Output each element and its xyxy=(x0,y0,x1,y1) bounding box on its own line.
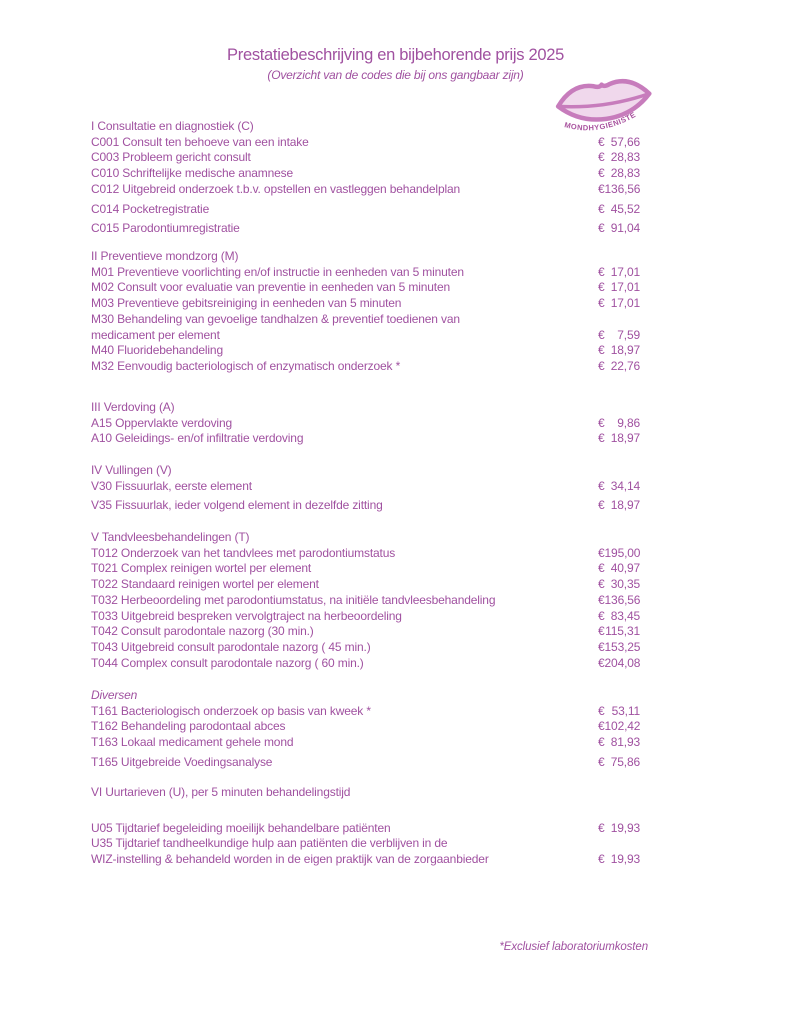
price-amount: 28,83 xyxy=(610,150,640,165)
row-price xyxy=(598,296,640,312)
price-row xyxy=(91,852,640,868)
row-description: M03 Preventieve gebitsreiniging in eenheden van 5 minuten xyxy=(91,296,402,311)
row-description: WIZ-instelling & behandeld worden in de eigen praktijk van de zorgaanbieder xyxy=(91,852,489,867)
price-row xyxy=(91,135,640,151)
row-price xyxy=(598,577,640,593)
euro-symbol: € xyxy=(598,166,605,181)
price-row xyxy=(91,166,640,182)
row-description: T012 Onderzoek van het tandvlees met parodontiumstatus xyxy=(91,545,396,560)
euro-symbol: € xyxy=(598,655,605,670)
section xyxy=(91,530,640,671)
section xyxy=(91,400,640,447)
euro-symbol: € xyxy=(598,719,605,734)
price-row xyxy=(91,182,640,198)
euro-symbol: € xyxy=(598,415,605,430)
price-amount: 40,97 xyxy=(610,561,640,576)
price-row xyxy=(91,280,640,296)
euro-symbol: € xyxy=(598,201,605,216)
euro-symbol: € xyxy=(598,296,605,311)
row-price xyxy=(598,431,640,447)
section-heading: IV Vullingen (V) xyxy=(91,463,172,477)
price-row xyxy=(91,431,640,447)
row-description: U35 Tijdtarief tandheelkundige hulp aan patiënten die verblijven in de xyxy=(91,836,448,851)
section-heading: Diversen xyxy=(91,688,138,702)
row-price xyxy=(598,221,640,237)
section-heading: I Consultatie en diagnostiek (C) xyxy=(91,119,254,133)
row-description: M30 Behandeling van gevoelige tandhalzen & preventief toedienen van xyxy=(91,311,460,326)
row-description: M32 Eenvoudig bacteriologisch of enzymatisch onderzoek * xyxy=(91,358,401,373)
row-description: T165 Uitgebreide Voedingsanalyse xyxy=(91,754,273,769)
price-row xyxy=(91,546,640,562)
row-price xyxy=(598,656,640,672)
price-amount: 19,93 xyxy=(610,820,640,835)
price-amount: 17,01 xyxy=(610,296,640,311)
price-amount: 83,45 xyxy=(610,608,640,623)
price-row xyxy=(91,735,640,751)
section xyxy=(91,249,640,375)
row-description: T161 Bacteriologisch onderzoek op basis van kweek * xyxy=(91,703,371,718)
euro-symbol: € xyxy=(598,358,605,373)
price-row xyxy=(91,719,640,735)
row-price xyxy=(598,704,640,720)
price-row xyxy=(91,265,640,281)
row-price xyxy=(598,202,640,218)
row-price xyxy=(598,280,640,296)
row-price xyxy=(598,640,640,656)
price-row xyxy=(91,479,640,495)
price-row xyxy=(91,359,640,375)
price-row xyxy=(91,624,640,640)
euro-symbol: € xyxy=(598,703,605,718)
euro-symbol: € xyxy=(598,754,605,769)
price-row xyxy=(91,609,640,625)
price-amount: 204,08 xyxy=(604,655,641,670)
price-amount: 115,31 xyxy=(605,624,640,639)
price-amount: 18,97 xyxy=(610,343,640,358)
euro-symbol: € xyxy=(598,820,605,835)
row-price xyxy=(598,265,640,281)
row-price xyxy=(598,561,640,577)
price-amount: 75,86 xyxy=(610,754,640,769)
row-description: A10 Geleidings- en/of infiltratie verdoving xyxy=(91,431,304,446)
row-price xyxy=(598,166,640,182)
euro-symbol: € xyxy=(598,181,605,196)
page-subtitle: (Overzicht van de codes die bij ons gangbaar zijn) xyxy=(267,68,524,82)
euro-symbol: € xyxy=(598,264,605,279)
row-description: V35 Fissuurlak, ieder volgend element in dezelfde zitting xyxy=(91,498,383,513)
price-row xyxy=(91,704,640,720)
row-price xyxy=(598,479,640,495)
euro-symbol: € xyxy=(598,134,605,149)
row-description: T032 Herbeoordeling met parodontiumstatus, na initiële tandvleesbehandeling xyxy=(91,592,496,607)
row-price xyxy=(598,498,640,514)
euro-symbol: € xyxy=(598,280,605,295)
euro-symbol: € xyxy=(598,577,605,592)
section-heading: VI Uurtarieven (U), per 5 minuten behandelingstijd xyxy=(91,785,351,799)
price-amount: 102,42 xyxy=(604,719,641,734)
row-description: T022 Standaard reinigen wortel per element xyxy=(91,577,319,592)
row-price xyxy=(598,328,640,344)
price-amount: 153,25 xyxy=(604,639,641,654)
section xyxy=(91,463,640,514)
row-price xyxy=(598,343,640,359)
price-row xyxy=(91,498,640,514)
price-row xyxy=(91,821,640,837)
row-price xyxy=(598,719,640,735)
row-description: T163 Lokaal medicament gehele mond xyxy=(91,735,294,750)
price-row xyxy=(91,577,640,593)
section-heading: V Tandvleesbehandelingen (T) xyxy=(91,530,250,544)
price-amount: 34,14 xyxy=(610,478,640,493)
row-description: T043 Uitgebreid consult parodontale nazorg ( 45 min.) xyxy=(91,639,371,654)
price-amount: 19,93 xyxy=(610,852,640,867)
row-description: T162 Behandeling parodontaal abces xyxy=(91,719,286,734)
row-description: C012 Uitgebreid onderzoek t.b.v. opstellen en vastleggen behandelplan xyxy=(91,181,461,196)
row-description: C003 Probleem gericht consult xyxy=(91,150,251,165)
euro-symbol: € xyxy=(598,150,605,165)
page-title: Prestatiebeschrijving en bijbehorende prijs 2025 xyxy=(227,46,564,64)
price-amount: 136,56 xyxy=(604,181,641,196)
row-description: T044 Complex consult parodontale nazorg ( 60 min.) xyxy=(91,655,364,670)
row-price xyxy=(598,416,640,432)
section xyxy=(91,785,640,868)
price-amount: 18,97 xyxy=(610,498,640,513)
row-description: C014 Pocketregistratie xyxy=(91,201,210,216)
price-row xyxy=(91,343,640,359)
row-price xyxy=(598,135,640,151)
euro-symbol: € xyxy=(598,852,605,867)
price-amount: 18,97 xyxy=(610,431,640,446)
section-heading: II Preventieve mondzorg (M) xyxy=(91,249,239,263)
price-row xyxy=(91,150,640,166)
price-row xyxy=(91,221,640,237)
price-row xyxy=(91,755,640,771)
euro-symbol: € xyxy=(598,545,605,560)
price-row xyxy=(91,202,640,218)
row-description: C001 Consult ten behoeve van een intake xyxy=(91,134,309,149)
euro-symbol: € xyxy=(598,608,605,623)
row-price xyxy=(598,755,640,771)
row-description: V30 Fissuurlak, eerste element xyxy=(91,478,252,493)
row-price xyxy=(598,359,640,375)
price-row xyxy=(91,656,640,672)
euro-symbol: € xyxy=(598,735,605,750)
row-price xyxy=(598,182,640,198)
price-row xyxy=(91,312,640,328)
row-price xyxy=(598,609,640,625)
price-amount: 57,66 xyxy=(610,134,640,149)
row-description: T021 Complex reinigen wortel per element xyxy=(91,561,312,576)
logo-text: MONDHYGIENISTE xyxy=(563,110,638,133)
euro-symbol: € xyxy=(598,478,605,493)
row-description: T033 Uitgebreid bespreken vervolgtraject na herbeoordeling xyxy=(91,608,402,623)
row-price xyxy=(598,852,640,868)
price-row xyxy=(91,640,640,656)
row-price xyxy=(598,546,640,562)
row-price xyxy=(598,735,640,751)
price-amount: 91,04 xyxy=(610,221,640,236)
price-row xyxy=(91,328,640,344)
euro-symbol: € xyxy=(598,221,605,236)
row-description: medicament per element xyxy=(91,327,220,342)
section xyxy=(91,119,640,237)
price-row xyxy=(91,836,640,852)
row-description: T042 Consult parodontale nazorg (30 min.) xyxy=(91,624,314,639)
row-price xyxy=(598,150,640,166)
price-amount: 9,86 xyxy=(617,415,640,430)
price-row xyxy=(91,416,640,432)
row-description: M02 Consult voor evaluatie van preventie in eenheden van 5 minuten xyxy=(91,280,451,295)
row-description: C010 Schriftelijke medische anamnese xyxy=(91,166,294,181)
price-row xyxy=(91,561,640,577)
euro-symbol: € xyxy=(598,639,605,654)
row-description: U05 Tijdtarief begeleiding moeilijk behandelbare patiënten xyxy=(91,820,391,835)
euro-symbol: € xyxy=(598,592,605,607)
row-price xyxy=(598,821,640,837)
euro-symbol: € xyxy=(598,498,605,513)
euro-symbol: € xyxy=(598,431,605,446)
price-amount: 7,59 xyxy=(617,327,640,342)
price-amount: 28,83 xyxy=(610,166,640,181)
row-description: C015 Parodontiumregistratie xyxy=(91,221,240,236)
price-amount: 53,11 xyxy=(611,703,640,718)
price-amount: 136,56 xyxy=(604,592,641,607)
section-heading: III Verdoving (A) xyxy=(91,400,175,414)
price-amount: 17,01 xyxy=(610,280,640,295)
row-description: A15 Oppervlakte verdoving xyxy=(91,415,233,430)
price-amount: 30,35 xyxy=(610,577,640,592)
footnote: *Exclusief laboratoriumkosten xyxy=(499,941,648,953)
price-amount: 81,93 xyxy=(610,735,640,750)
price-amount: 22,76 xyxy=(610,358,640,373)
euro-symbol: € xyxy=(598,624,605,639)
row-description: M40 Fluoridebehandeling xyxy=(91,343,223,358)
price-amount: 45,52 xyxy=(610,201,640,216)
price-row xyxy=(91,296,640,312)
section xyxy=(91,688,640,771)
price-amount: 195,00 xyxy=(604,545,641,560)
euro-symbol: € xyxy=(598,343,605,358)
price-amount: 17,01 xyxy=(610,264,640,279)
row-description: M01 Preventieve voorlichting en/of instructie in eenheden van 5 minuten xyxy=(91,264,464,279)
row-price xyxy=(598,624,640,640)
euro-symbol: € xyxy=(598,327,605,342)
price-row xyxy=(91,593,640,609)
blank-line xyxy=(91,801,640,821)
row-price xyxy=(598,593,640,609)
euro-symbol: € xyxy=(598,561,605,576)
